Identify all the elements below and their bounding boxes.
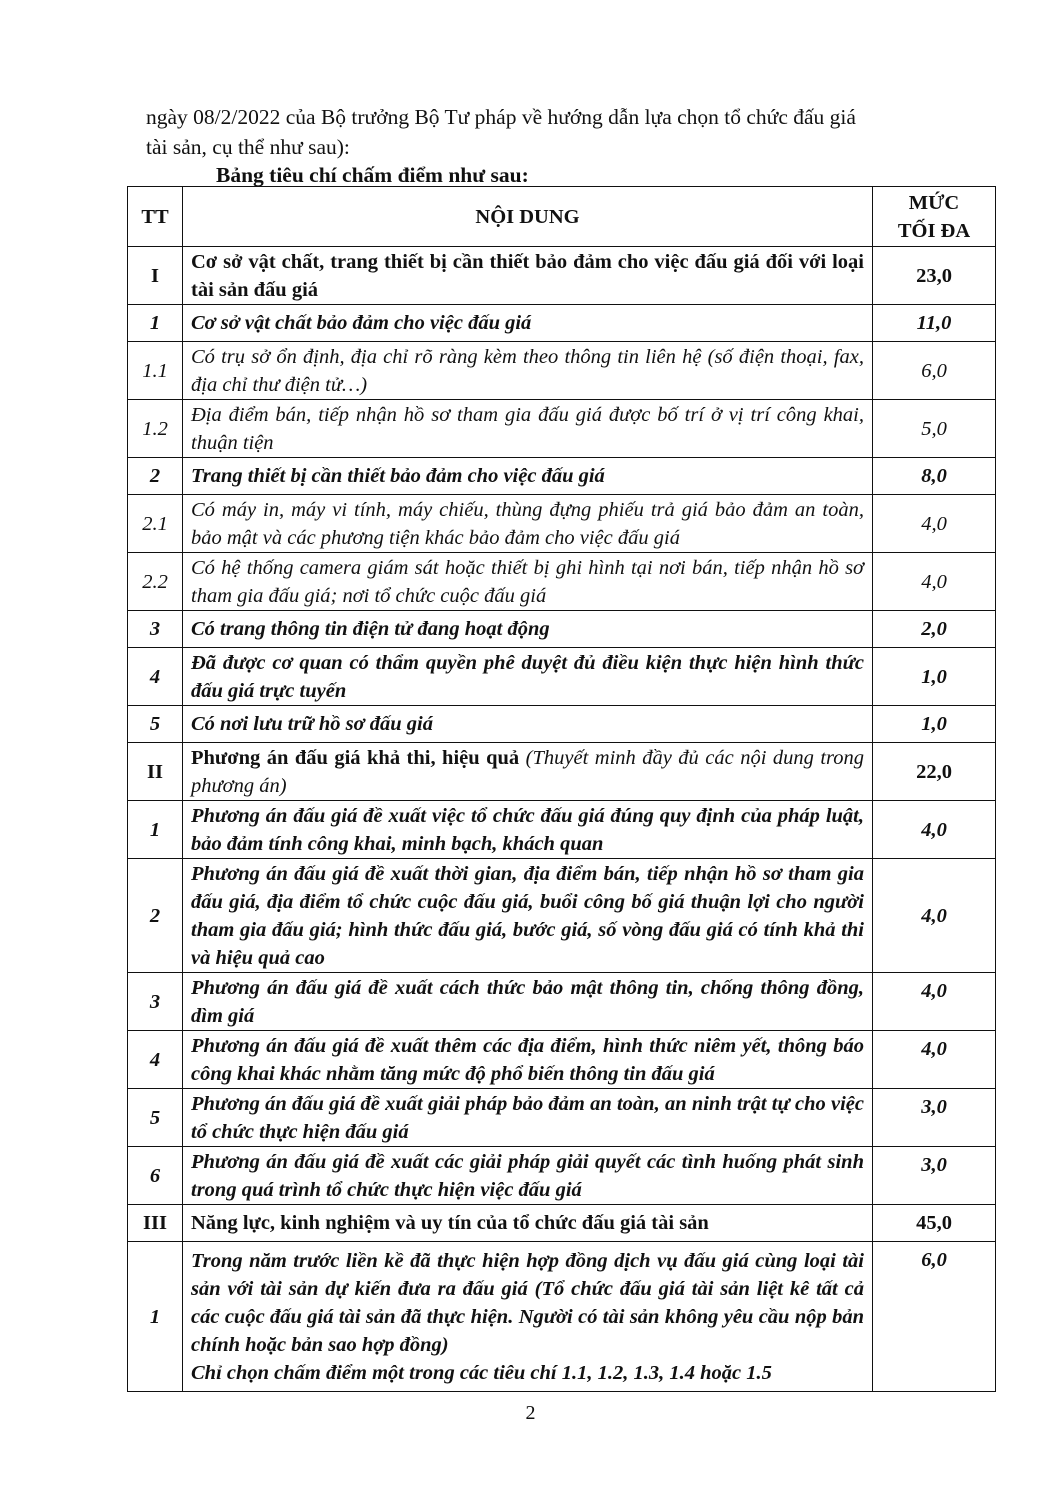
row-content: Năng lực, kinh nghiệm và uy tín của tổ chức đấu giá tài sản: [183, 1205, 873, 1242]
row-content: Phương án đấu giá đề xuất thêm các địa điểm, hình thức niêm yết, thông báo công khai khác nhằm tăng mức độ phổ biến thông tin đấu giá: [183, 1031, 873, 1089]
row-content: Có trụ sở ổn định, địa chỉ rõ ràng kèm theo thông tin liên hệ (số điện thoại, fax, địa chỉ thư điện tử…): [183, 342, 873, 400]
row-score: 22,0: [873, 743, 996, 801]
row-tt: 4: [128, 648, 183, 706]
table-row: [128, 648, 996, 706]
row-content: [183, 743, 873, 801]
row-tt: 5: [128, 1089, 183, 1147]
row-tt: 1.2: [128, 400, 183, 458]
table-row: [128, 1147, 996, 1205]
row-content: Cơ sở vật chất bảo đảm cho việc đấu giá: [183, 305, 873, 342]
row-score: 1,0: [873, 648, 996, 706]
row-tt: II: [128, 743, 183, 801]
table-row: [128, 247, 996, 305]
row-tt: 3: [128, 973, 183, 1031]
row-content: Có máy in, máy vi tính, máy chiếu, thùng đựng phiếu trả giá bảo đảm an toàn, bảo mật và các phương tiện khác bảo đảm cho việc đấu giá: [183, 495, 873, 553]
header-score: [873, 187, 996, 247]
row-tt: 2: [128, 859, 183, 973]
row-tt: 3: [128, 611, 183, 648]
row-tt: 6: [128, 1147, 183, 1205]
row-tt: 4: [128, 1031, 183, 1089]
row-score: 4,0: [873, 495, 996, 553]
table-row: [128, 1089, 996, 1147]
table-row: [128, 1242, 996, 1392]
row-content: Có trang thông tin điện tử đang hoạt động: [183, 611, 873, 648]
row-score: 5,0: [873, 400, 996, 458]
table-row: [128, 553, 996, 611]
table-row: [128, 305, 996, 342]
table-row: [128, 611, 996, 648]
table-row: [128, 1205, 996, 1242]
row-tt: 1: [128, 1242, 183, 1392]
header-score-line-2: TỐI ĐA: [897, 219, 971, 242]
row-tt: 2.2: [128, 553, 183, 611]
row-tt: 5: [128, 706, 183, 743]
row-content: Phương án đấu giá đề xuất các giải pháp giải quyết các tình huống phát sinh trong quá trình tổ chức thực hiện việc đấu giá: [183, 1147, 873, 1205]
row-score: 1,0: [873, 706, 996, 743]
row-content-note: (Thuyết minh đầy đủ các nội dung trong phương án): [191, 746, 865, 797]
row-score: 11,0: [873, 305, 996, 342]
table-row: [128, 706, 996, 743]
table-row: [128, 400, 996, 458]
row-tt: 1: [128, 801, 183, 859]
row-score: 2,0: [873, 611, 996, 648]
row-score: 45,0: [873, 1205, 996, 1242]
row-score: 8,0: [873, 458, 996, 495]
row-content: Có nơi lưu trữ hồ sơ đấu giá: [183, 706, 873, 743]
intro-line-2: tài sản, cụ thể như sau):: [146, 135, 350, 159]
row-tt: 2: [128, 458, 183, 495]
row-score: 3,0: [873, 1147, 996, 1205]
table-row: [128, 801, 996, 859]
intro-line-1: ngày 08/2/2022 của Bộ trưởng Bộ Tư pháp về hướng dẫn lựa chọn tổ chức đấu giá: [146, 105, 856, 129]
table-row: [128, 458, 996, 495]
scoring-criteria-table: [127, 186, 996, 1392]
table-row: [128, 495, 996, 553]
header-tt: TT: [128, 187, 183, 247]
table-row: [128, 1031, 996, 1089]
page-number: 2: [525, 1402, 536, 1424]
intro-paragraph: [146, 102, 996, 162]
row-content: Địa điểm bán, tiếp nhận hồ sơ tham gia đấu giá được bố trí ở vị trí công khai, thuận tiện: [183, 400, 873, 458]
row-content: [183, 1242, 873, 1392]
table-title: Bảng tiêu chí chấm điểm như sau:: [216, 163, 529, 187]
row-content: Phương án đấu giá đề xuất việc tổ chức đấu giá đúng quy định của pháp luật, bảo đảm tính công khai, minh bạch, khách quan: [183, 801, 873, 859]
row-score: 6,0: [873, 342, 996, 400]
row-content: Phương án đấu giá đề xuất thời gian, địa điểm bán, tiếp nhận hồ sơ tham gia đấu giá, địa điểm tổ chức cuộc đấu giá, buổi công bố giá thuận lợi cho người tham gia đấu giá; hình thức đấu giá, bước giá, số vòng đấu giá có tính khả thi và hiệu quả cao: [183, 859, 873, 973]
row-content-main: Trong năm trước liền kề đã thực hiện hợp đồng dịch vụ đấu giá cùng loại tài sản với tài sản dự kiến đưa ra đấu giá (Tổ chức đấu giá tài sản liệt kê tất cả các cuộc đấu giá tài sản đã thực hiện. Người có tài sản không yêu cầu nộp bản chính hoặc bản sao hợp đồng): [191, 1249, 864, 1356]
row-content-line-2: Chỉ chọn chấm điểm một trong các tiêu chí 1.1, 1.2, 1.3, 1.4 hoặc 1.5: [191, 1361, 772, 1384]
row-content: Cơ sở vật chất, trang thiết bị cần thiết bảo đảm cho việc đấu giá đối với loại tài sản đấu giá: [183, 247, 873, 305]
row-tt: 1.1: [128, 342, 183, 400]
row-content: Trang thiết bị cần thiết bảo đảm cho việc đấu giá: [183, 458, 873, 495]
row-tt: 1: [128, 305, 183, 342]
table-row: [128, 342, 996, 400]
header-content: NỘI DUNG: [183, 187, 873, 247]
row-score: 3,0: [873, 1089, 996, 1147]
row-score: 4,0: [873, 1031, 996, 1089]
row-content: Phương án đấu giá đề xuất giải pháp bảo đảm an toàn, an ninh trật tự cho việc tổ chức thực hiện đấu giá: [183, 1089, 873, 1147]
row-score: 6,0: [873, 1242, 996, 1392]
row-tt: I: [128, 247, 183, 305]
row-content: Đã được cơ quan có thẩm quyền phê duyệt đủ điều kiện thực hiện hình thức đấu giá trực tuyến: [183, 648, 873, 706]
table-row: [128, 743, 996, 801]
table-row: [128, 859, 996, 973]
row-score: 4,0: [873, 973, 996, 1031]
row-score: 4,0: [873, 801, 996, 859]
row-content-main: Phương án đấu giá khả thi, hiệu quả: [191, 746, 520, 769]
table-row: [128, 973, 996, 1031]
row-content: Phương án đấu giá đề xuất cách thức bảo mật thông tin, chống thông đồng, dìm giá: [183, 973, 873, 1031]
row-score: 4,0: [873, 553, 996, 611]
row-content: Có hệ thống camera giám sát hoặc thiết bị ghi hình tại nơi bán, tiếp nhận hồ sơ tham gia đấu giá; nơi tổ chức cuộc đấu giá: [183, 553, 873, 611]
table-header-row: [128, 187, 996, 247]
row-tt: III: [128, 1205, 183, 1242]
header-score-line-1: MỨC: [908, 191, 960, 214]
row-tt: 2.1: [128, 495, 183, 553]
row-score: 4,0: [873, 859, 996, 973]
row-score: 23,0: [873, 247, 996, 305]
